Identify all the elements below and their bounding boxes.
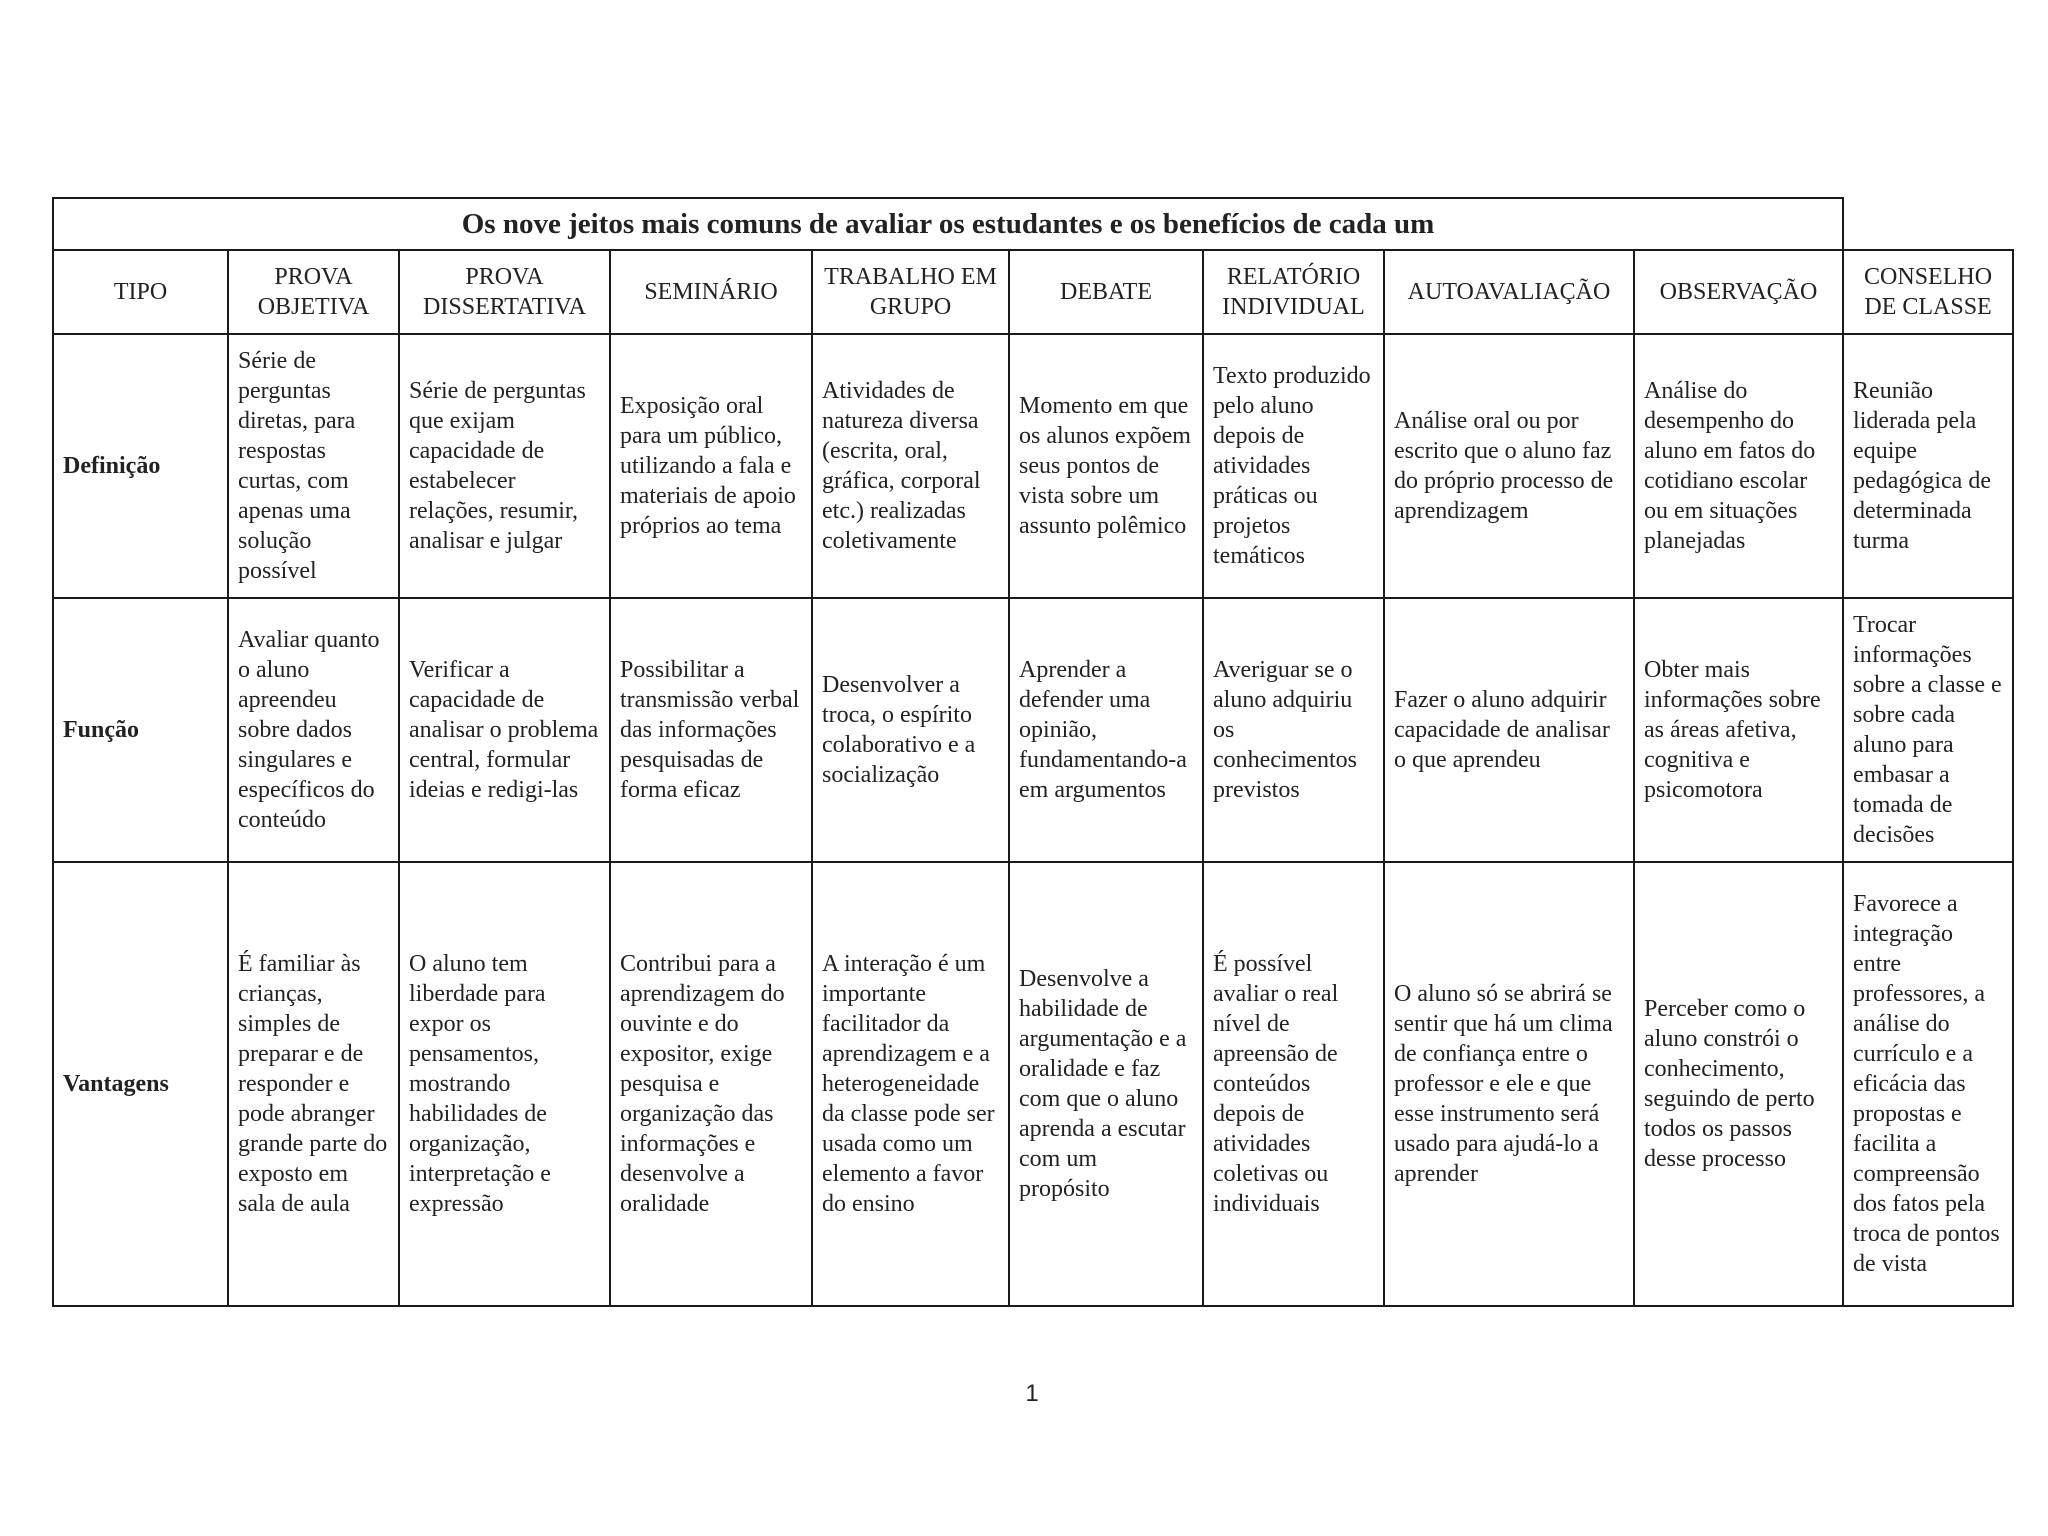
- header-conselho-de-classe: CONSELHO DE CLASSE: [1843, 250, 2013, 334]
- table-title-row: [53, 198, 2013, 250]
- table-header-row: [53, 250, 2013, 334]
- title-blank-cell: [1843, 198, 2013, 250]
- table-cell: Série de perguntas que exijam capacidade de estabelecer relações, resumir, analisar e julgar: [399, 334, 610, 598]
- evaluation-table: [52, 197, 2014, 1307]
- header-observacao: OBSERVAÇÃO: [1634, 250, 1843, 334]
- table-cell: Texto produzido pelo aluno depois de atividades práticas ou projetos temáticos: [1203, 334, 1384, 598]
- table-cell: Desenvolve a habilidade de argumentação e a oralidade e faz com que o aluno aprenda a escutar com um propósito: [1009, 862, 1203, 1306]
- table-cell: Possibilitar a transmissão verbal das informações pesquisadas de forma eficaz: [610, 598, 812, 862]
- table-cell: Avaliar quanto o aluno apreendeu sobre dados singulares e específicos do conteúdo: [228, 598, 399, 862]
- row-label-funcao: Função: [53, 598, 228, 862]
- table-title: Os nove jeitos mais comuns de avaliar os estudantes e os benefícios de cada um: [53, 198, 1843, 250]
- header-trabalho-em-grupo: TRABALHO EM GRUPO: [812, 250, 1009, 334]
- page-number: 1: [1025, 1380, 1039, 1407]
- table-row-vantagens: [53, 862, 2013, 1306]
- table-cell: É familiar às crianças, simples de preparar e de responder e pode abranger grande parte do exposto em sala de aula: [228, 862, 399, 1306]
- header-label-tipo: TIPO: [53, 250, 228, 334]
- table-cell: Momento em que os alunos expõem seus pontos de vista sobre um assunto polêmico: [1009, 334, 1203, 598]
- header-prova-objetiva: PROVA OBJETIVA: [228, 250, 399, 334]
- table-cell: Trocar informações sobre a classe e sobre cada aluno para embasar a tomada de decisões: [1843, 598, 2013, 862]
- table-cell: Exposição oral para um público, utilizando a fala e materiais de apoio próprios ao tema: [610, 334, 812, 598]
- table-cell: Aprender a defender uma opinião, fundamentando-a em argumentos: [1009, 598, 1203, 862]
- table-cell: A interação é um importante facilitador da aprendizagem e a heterogeneidade da classe pode ser usada como um elemento a favor do ensino: [812, 862, 1009, 1306]
- table-cell: Atividades de natureza diversa (escrita, oral, gráfica, corporal etc.) realizadas coletivamente: [812, 334, 1009, 598]
- table-row-definicao: [53, 334, 2013, 598]
- table-row-funcao: [53, 598, 2013, 862]
- row-label-vantagens: Vantagens: [53, 862, 228, 1306]
- table-cell: É possível avaliar o real nível de apreensão de conteúdos depois de atividades coletivas ou individuais: [1203, 862, 1384, 1306]
- header-prova-dissertativa: PROVA DISSERTATIVA: [399, 250, 610, 334]
- table-cell: Contribui para a aprendizagem do ouvinte e do expositor, exige pesquisa e organização das informações e desenvolve a oralidade: [610, 862, 812, 1306]
- table-cell: Obter mais informações sobre as áreas afetiva, cognitiva e psicomotora: [1634, 598, 1843, 862]
- table-cell: Verificar a capacidade de analisar o problema central, formular ideias e redigi-las: [399, 598, 610, 862]
- table-cell: Fazer o aluno adquirir capacidade de analisar o que aprendeu: [1384, 598, 1634, 862]
- table-cell: O aluno só se abrirá se sentir que há um clima de confiança entre o professor e ele e que esse instrumento será usado para ajudá-lo a aprender: [1384, 862, 1634, 1306]
- header-relatorio-individual: RELATÓRIO INDIVIDUAL: [1203, 250, 1384, 334]
- row-label-definicao: Definição: [53, 334, 228, 598]
- table-cell: Análise oral ou por escrito que o aluno faz do próprio processo de aprendizagem: [1384, 334, 1634, 598]
- header-autoavaliacao: AUTOAVALIAÇÃO: [1384, 250, 1634, 334]
- header-seminario: SEMINÁRIO: [610, 250, 812, 334]
- table-cell: Desenvolver a troca, o espírito colaborativo e a socialização: [812, 598, 1009, 862]
- table-cell: Averiguar se o aluno adquiriu os conhecimentos previstos: [1203, 598, 1384, 862]
- header-debate: DEBATE: [1009, 250, 1203, 334]
- table-cell: O aluno tem liberdade para expor os pensamentos, mostrando habilidades de organização, interpretação e expressão: [399, 862, 610, 1306]
- table-cell: Reunião liderada pela equipe pedagógica de determinada turma: [1843, 334, 2013, 598]
- table-cell: Série de perguntas diretas, para respostas curtas, com apenas uma solução possível: [228, 334, 399, 598]
- table-cell: Perceber como o aluno constrói o conhecimento, seguindo de perto todos os passos desse processo: [1634, 862, 1843, 1306]
- table-cell: Análise do desempenho do aluno em fatos do cotidiano escolar ou em situações planejadas: [1634, 334, 1843, 598]
- table-cell: Favorece a integração entre professores, a análise do currículo e a eficácia das propostas e facilita a compreensão dos fatos pela troca de pontos de vista: [1843, 862, 2013, 1306]
